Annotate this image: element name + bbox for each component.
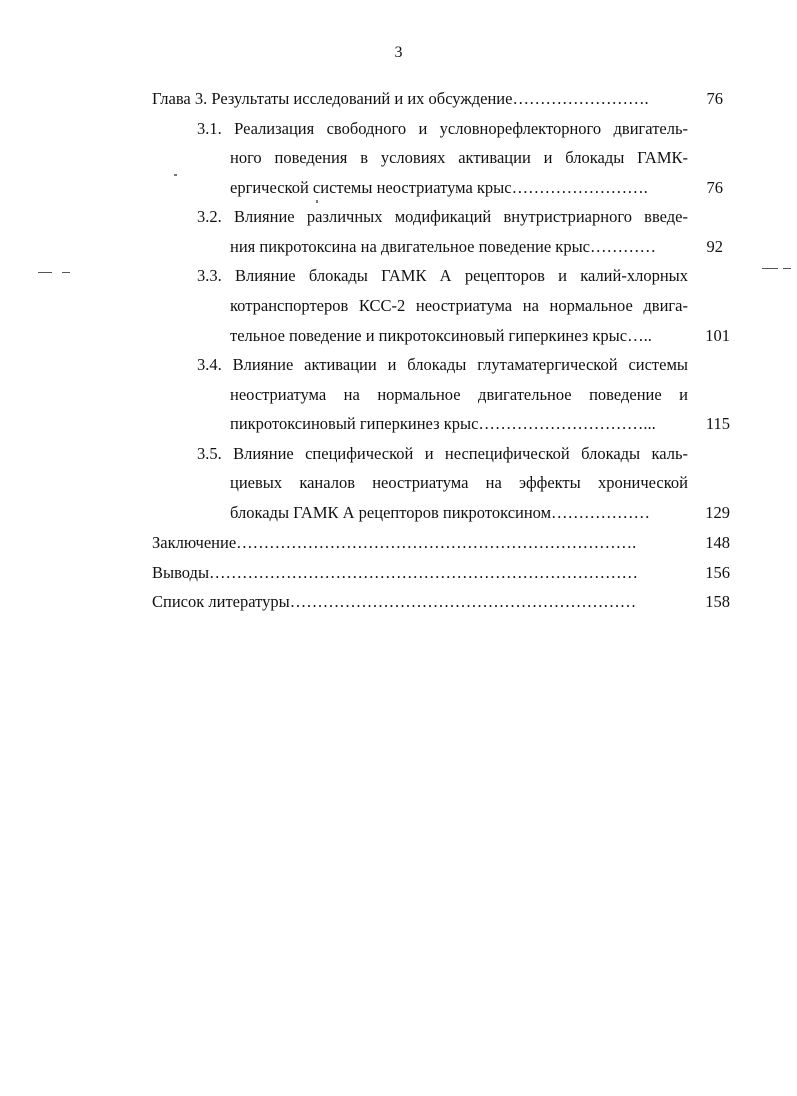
toc-entry-3-3-line-3: тельное поведение и пикротоксиновый гиперкинез крыс….. bbox=[230, 326, 652, 345]
toc-entry-3-2-line-2: ния пикротоксина на двигательное поведение крыс………… bbox=[230, 237, 656, 256]
toc-entry-3-1-line-3: ергической системы неостриатума крыс……………………. bbox=[230, 178, 648, 197]
toc-entry-3-3-line-2: котранспортеров КСС-2 неостриатума на нормальное двига- bbox=[230, 296, 688, 315]
toc-page-3-2: 92 bbox=[706, 237, 723, 256]
toc-entry-3-4-line-3: пикротоксиновый гиперкинез крыс…………………………... bbox=[230, 414, 656, 433]
toc-entry-conclusion: Заключение………………………………………………………………. bbox=[152, 533, 637, 552]
toc-page-3-3: 101 bbox=[705, 326, 730, 345]
toc-entry-3-1-line-1: 3.1. Реализация свободного и условнорефлекторного двигатель- bbox=[197, 119, 688, 138]
scan-speck-2 bbox=[174, 174, 177, 176]
toc-entry-3-4-line-2: неостриатума на нормальное двигательное поведение и bbox=[230, 385, 688, 404]
toc-entry-3-5-line-1: 3.5. Влияние специфической и неспецифической блокады каль- bbox=[197, 444, 688, 463]
toc-page-conclusion: 148 bbox=[705, 533, 730, 552]
toc-page-3-5: 129 bbox=[705, 503, 730, 522]
toc-page-chapter-3: 76 bbox=[706, 89, 723, 108]
toc-entry-findings: Выводы…………………………………………………………………… bbox=[152, 563, 639, 582]
scan-mark-right-1 bbox=[762, 268, 778, 269]
toc-page-3-1: 76 bbox=[706, 178, 723, 197]
toc-page-3-4: 115 bbox=[705, 414, 730, 433]
toc-entry-3-2-line-1: 3.2. Влияние различных модификаций внутристриарного введе- bbox=[197, 207, 688, 226]
toc-entry-chapter-3: Глава 3. Результаты исследований и их обсуждение……………………. bbox=[152, 89, 649, 108]
toc-page-findings: 156 bbox=[705, 563, 730, 582]
toc-entry-references: Список литературы……………………………………………………… bbox=[152, 592, 637, 611]
scan-mark-left-2 bbox=[62, 272, 70, 273]
toc-entry-3-1-line-2: ного поведения в условиях активации и блокады ГАМК- bbox=[230, 148, 688, 167]
toc-entry-3-5-line-2: циевых каналов неостриатума на эффекты хронической bbox=[230, 473, 688, 492]
toc-entry-3-5-line-3: блокады ГАМК А рецепторов пикротоксином……………… bbox=[230, 503, 651, 522]
scan-mark-right-2 bbox=[783, 268, 791, 269]
scan-mark-left-1 bbox=[38, 272, 52, 273]
toc-entry-3-3-line-1: 3.3. Влияние блокады ГАМК А рецепторов и калий-хлорных bbox=[197, 266, 688, 285]
toc-page-references: 158 bbox=[705, 592, 730, 611]
page-number: 3 bbox=[394, 44, 403, 61]
toc-entry-3-4-line-1: 3.4. Влияние активации и блокады глутаматергической системы bbox=[197, 355, 688, 374]
scan-speck bbox=[316, 200, 318, 203]
